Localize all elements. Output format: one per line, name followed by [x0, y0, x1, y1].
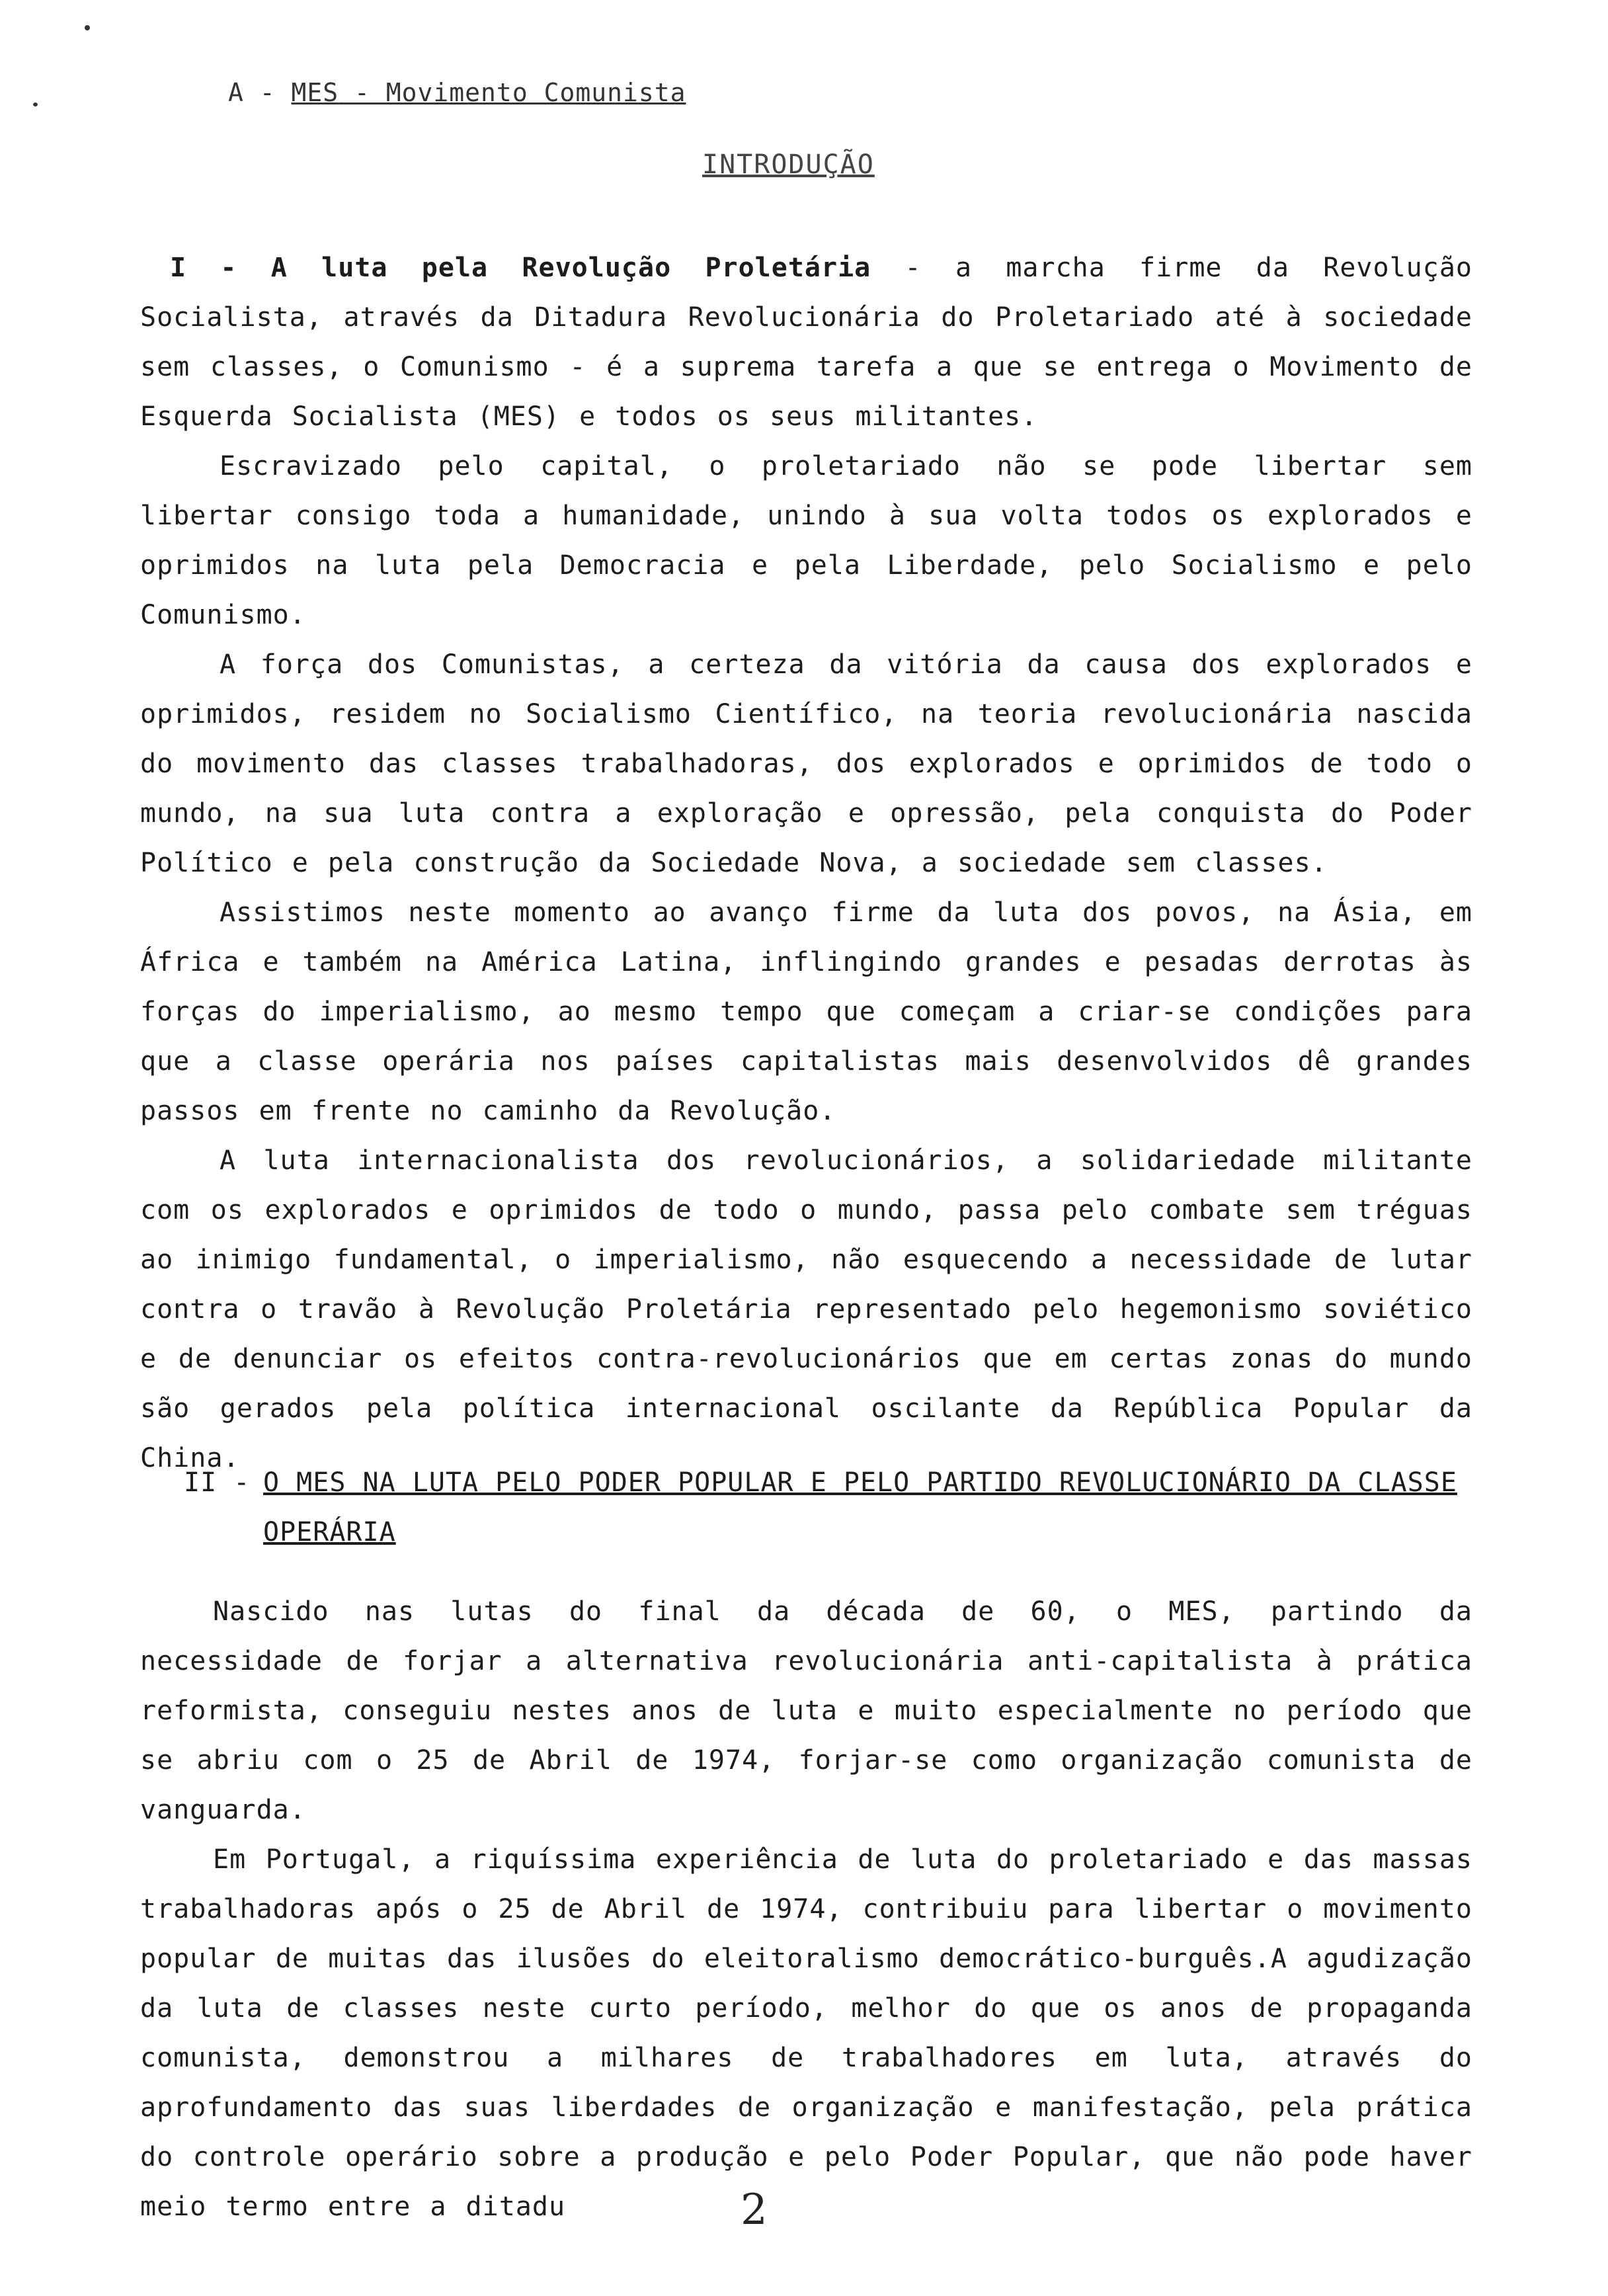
section1-paragraph-2: Escravizado pelo capital, o proletariado não se pode libertar sem libertar consigo toda a humanidade, unindo à sua volta todos os explorados e oprimidos na luta pela Democracia e pela Liberdade, pelo Socialismo e pelo Comunismo.: [140, 451, 1472, 630]
section1-paragraph-5: A luta internacionalista dos revolucionários, a solidariedade militante com os explorados e oprimidos de todo o mundo, passa pelo combate sem tréguas ao inimigo fundamental, o imperialismo, não esquecendo a necessidade de lutar contra o travão à Revolução Proletária representado pelo hegemonismo soviético e de denunciar os efeitos contra-revolucionários que em certas zonas do mundo são gerados pela política internacional oscilante da República Popular da China.: [140, 1145, 1472, 1473]
section1-lead: A luta pela Revolução Proletária: [270, 253, 871, 283]
section1-paragraph-3: A força dos Comunistas, a certeza da vitória da causa dos explorados e oprimidos, residem no Socialismo Científico, na teoria revolucionária nascida do movimento das classes trabalhadoras, dos explorados e oprimidos de todo o mundo, na sua luta contra a exploração e opressão, pela conquista do Poder Político e pela construção da Sociedade Nova, a sociedade sem classes.: [140, 649, 1472, 878]
section-1: [140, 243, 1472, 1483]
document-header: [228, 78, 686, 107]
header-rest: - Movimento Comunista: [339, 78, 686, 107]
introduction-heading: INTRODUÇÃO: [702, 149, 875, 180]
section2-number: II -: [184, 1467, 251, 1498]
corner-speck: [85, 25, 90, 30]
section2-paragraph-1: Nascido nas lutas do final da década de 60, o MES, partindo da necessidade de forjar a alternativa revolucionária anti-capitalista à prática reformista, conseguiu nestes anos de luta e muito especialmente no período que se abriu com o 25 de Abril de 1974, forjar-se como organização comunista de vanguarda.: [140, 1596, 1472, 1825]
section-2-heading: [184, 1458, 1473, 1557]
page-number: 2: [741, 2186, 768, 2234]
header-prefix: A -: [228, 78, 292, 107]
header-org: MES: [291, 78, 339, 107]
section1-paragraph-1: I - A luta pela Revolução Proletária - a marcha firme da Revolução Socialista, através da Ditadura Revolucionária do Proletariado até à sociedade sem classes, o Comunismo - é a suprema tarefa a que se entrega o Movimento de Esquerda Socialista (MES) e todos os seus militantes.: [140, 253, 1473, 432]
section2-paragraph-2: Em Portugal, a riquíssima experiência de luta do proletariado e das massas trabalhadoras após o 25 de Abril de 1974, contribuiu para libertar o movimento popular de muitas das ilusões do eleitoralismo democrático-burguês.A agudização da luta de classes neste curto período, melhor do que os anos de propaganda comunista, demonstrou a milhares de trabalhadores em luta, através do aprofundamento das suas liberdades de organização e manifestação, pela prática do controle operário sobre a produção e pelo Poder Popular, que não pode haver meio termo entre a ditadu: [140, 1844, 1472, 2222]
section1-paragraph-4: Assistimos neste momento ao avanço firme da luta dos povos, na Ásia, em África e também na América Latina, inflingindo grandes e pesadas derrotas às forças do imperialismo, ao mesmo tempo que começam a criar-se condições para que a classe operária nos países capitalistas mais desenvolvidos dê grandes passos em frente no caminho da Revolução.: [140, 897, 1472, 1126]
section2-title: O MES NA LUTA PELO PODER POPULAR E PELO PARTIDO REVOLUCIONÁRIO DA CLASSE OPERÁRIA: [263, 1467, 1457, 1547]
corner-speck: [33, 102, 38, 106]
section1-p1-text: - a marcha firme da Revolução Socialista, através da Ditadura Revolucionária do Proletariado até à sociedade sem classes, o Comunismo - é a suprema tarefa a que se entrega o Movimento de Esquerda Socialista (MES) e todos os seus militantes.: [140, 253, 1473, 432]
section-2-body: [140, 1587, 1472, 2232]
section1-number: I: [170, 253, 187, 283]
